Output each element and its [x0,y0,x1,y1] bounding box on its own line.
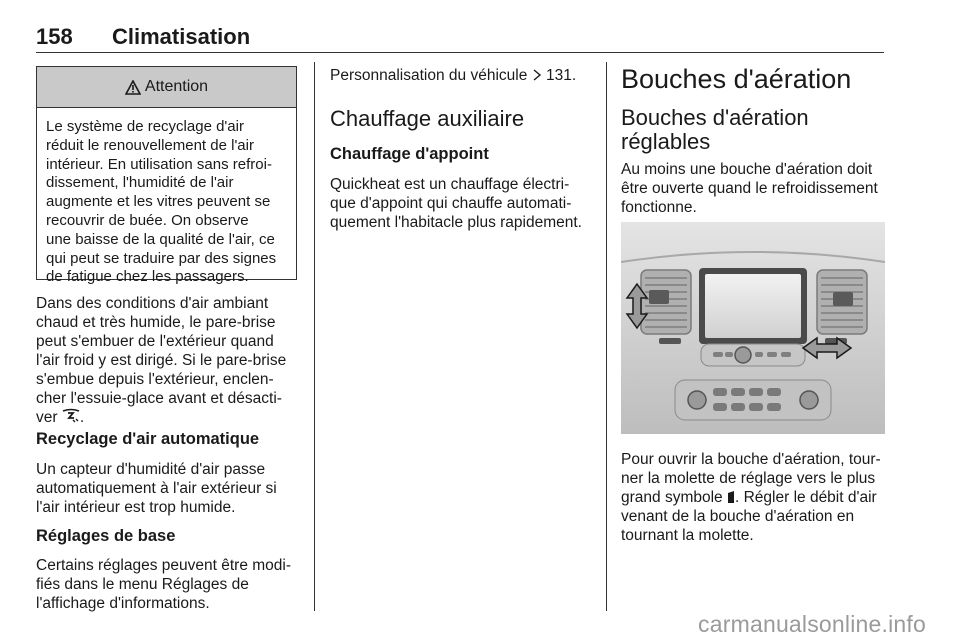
text-line: fiés dans le menu Réglages de [36,576,249,593]
header-rule [36,52,884,53]
text-line: ner la molette de réglage vers le plus [621,470,876,487]
perso-link-text: Personnalisation du véhicule [330,67,528,84]
watermark: carmanualsonline.info [698,611,926,637]
page-reference-arrow-icon [532,69,542,81]
large-airflow-symbol-icon [727,490,735,504]
page-number: 158 [36,24,73,49]
heading-recyclage: Recyclage d'air automatique [36,430,260,448]
text-line: Au moins une bouche d'aération doit [621,161,873,178]
dashboard-vent-illustration [621,222,885,434]
attention-title: Attention [144,78,209,95]
heading-bouches-aeration: Bouches d'aération [621,64,852,94]
heading-bouches-reglables [621,106,809,154]
volume-knob [735,347,751,363]
paragraph-recyclage [36,460,306,517]
text-line: tournant la molette. [621,527,754,544]
heading-chauffage-appoint: Chauffage d'appoint [330,145,489,163]
perso-reference [330,66,602,85]
column-divider-2 [606,62,607,611]
attention-line: réduit le renouvellement de l'air [46,136,254,154]
heading-reglages: Réglages de base [36,527,176,545]
text-line: chaud et très humide, le pare-brise [36,314,276,331]
attention-header [37,67,296,108]
heading-chauffage-auxiliaire: Chauffage auxiliaire [330,106,525,131]
text-line: s'embue depuis l'extérieur, enclen- [36,371,274,388]
left-vent [641,270,691,344]
text-line: grand symbole . Régler le débit d'air [621,489,877,506]
text-line: quement l'habitacle plus rapidement. [330,214,582,231]
text-line: peut s'embuer de l'extérieur quand [36,333,274,350]
text-line: Pour ouvrir la bouche d'aération, tour- [621,451,881,468]
text-line: l'air intérieur est trop humide. [36,499,236,516]
text-line: Quickheat est un chauffage électri- [330,176,570,193]
text-span: grand symbole [621,489,723,506]
text-line: automatiquement à l'air extérieur si [36,480,277,497]
attention-line: augmente et les vitres peuvent se [46,193,271,211]
attention-line: Le système de recyclage d'air [46,118,244,135]
attention-line: recouvrir de buée. On observe [46,211,249,229]
attention-line: une baisse de la qualité de l'air, ce [46,230,275,248]
infotainment-screen [705,274,801,338]
attention-line: dissement, l'humidité de l'air [46,174,234,192]
column-divider-1 [314,62,315,611]
right-vent [817,270,867,344]
paragraph-fogging [36,294,306,427]
text-line: venant de la bouche d'aération en [621,508,855,525]
paragraph-ouvrir-bouche [621,450,889,545]
page-title: Climatisation [112,24,251,49]
text-line: ver . [36,409,85,426]
text-line: être ouverte quand le refroidissement [621,180,878,197]
text-line: Dans des conditions d'air ambiant [36,295,269,312]
paragraph-reglages [36,556,306,613]
paragraph-intro [621,160,889,217]
paragraph-quickheat [330,175,602,232]
text-line: Certains réglages peuvent être modi- [36,557,292,574]
warning-triangle-icon [125,80,141,95]
perso-page-number: 131. [545,67,577,84]
text-line: que d'appoint qui chauffe automati- [330,195,572,212]
fan-air-icon [62,408,80,424]
text-line: fonctionne. [621,199,697,216]
text-line: Un capteur d'humidité d'air passe [36,461,266,478]
text-line: l'affichage d'informations. [36,595,210,612]
attention-line: intérieur. En utilisation sans refroi- [46,155,272,173]
heading-line: Bouches d'aération [621,105,809,130]
text-line: cher l'essuie-glace avant et désacti- [36,390,282,407]
dashboard-drawing [621,222,885,434]
text-line: l'air froid y est dirigé. Si le pare-brise [36,352,287,369]
attention-text [37,108,296,287]
text-span: ver [36,409,58,426]
text-span: Régler le débit d'air [743,489,877,506]
attention-line: qui peut se traduire par des signes [46,249,277,267]
heading-line: réglables [621,129,711,154]
attention-box [36,66,297,286]
attention-line: de fatigue chez les passagers. [46,268,249,286]
